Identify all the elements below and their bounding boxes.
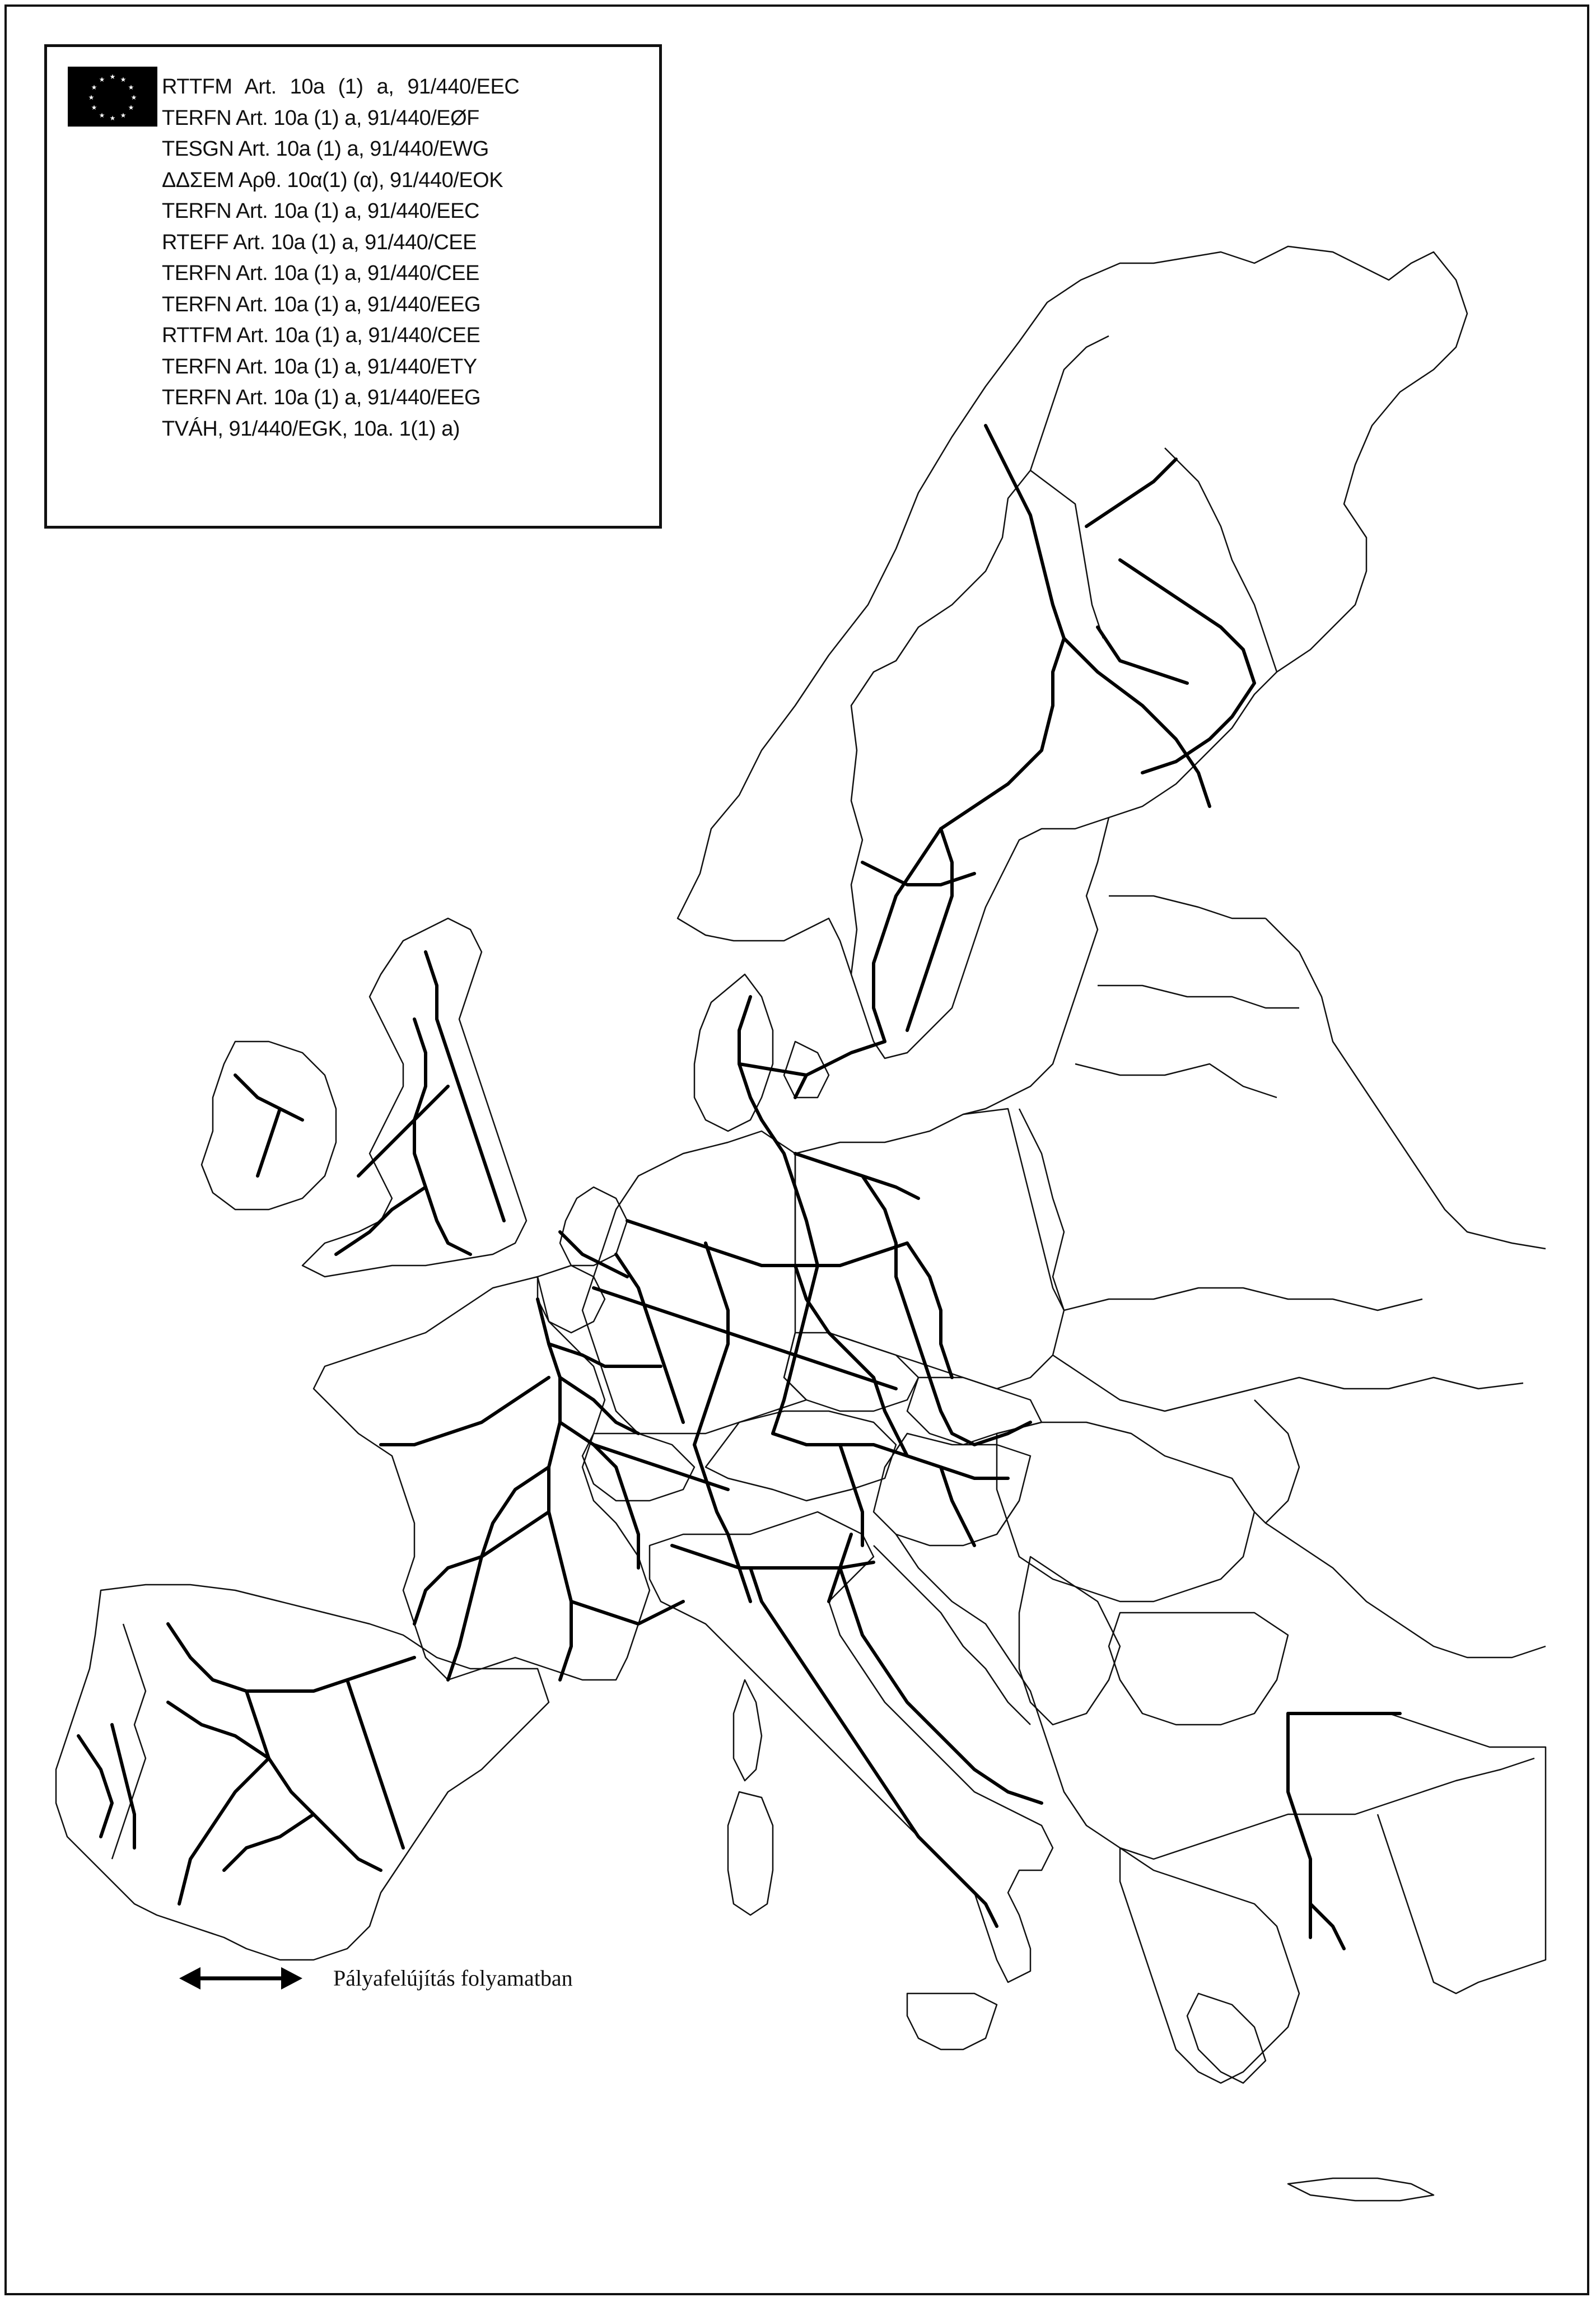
- rail-line: [773, 1434, 1008, 1478]
- svg-text:★: ★: [120, 76, 127, 83]
- svg-text:★: ★: [120, 111, 127, 119]
- svg-text:★: ★: [109, 73, 116, 81]
- legend-entry: TERFN Art. 10a (1) a, 91/440/ETY: [162, 354, 477, 379]
- rail-line: [941, 638, 1064, 829]
- romania-outline: [997, 1422, 1254, 1601]
- svg-text:★: ★: [128, 104, 134, 111]
- rail-line: [627, 1221, 907, 1266]
- legend-entry: RTTFM Art. 10a (1) a, 91/440/CEE: [162, 324, 480, 347]
- poland-belarus-border: [1019, 1109, 1064, 1310]
- belarus-ukraine-border: [1064, 1288, 1422, 1310]
- rail-line: [224, 1814, 314, 1870]
- lithuania-belarus-border: [1075, 1064, 1277, 1098]
- rail-line: [1310, 1904, 1344, 1949]
- turkey-coast: [1378, 1713, 1546, 1993]
- rail-line: [930, 1378, 1030, 1445]
- rail-line: [414, 1019, 470, 1254]
- rail-line: [941, 1467, 974, 1545]
- rail-line: [235, 1075, 302, 1120]
- great-britain-outline: [302, 918, 526, 1277]
- latvia-lithuania-border: [1098, 986, 1299, 1008]
- baltics-outline: [963, 818, 1109, 1114]
- rail-line: [112, 1725, 134, 1848]
- switzerland-outline: [582, 1434, 694, 1501]
- svg-text:★: ★: [88, 94, 95, 101]
- eu-flag-icon: [68, 67, 157, 127]
- sardinia-outline: [728, 1792, 773, 1915]
- rail-line: [538, 1299, 571, 1680]
- rail-line: [694, 1243, 728, 1445]
- crete-outline: [1288, 2178, 1434, 2201]
- czech-outline: [784, 1333, 918, 1411]
- rail-line: [414, 1512, 549, 1624]
- rail-line: [616, 1254, 683, 1422]
- legend-entry: TERFN Art. 10a (1) a, 91/440/CEE: [162, 262, 479, 285]
- serbia-outline: [1019, 1557, 1120, 1725]
- rail-network: [78, 426, 1400, 1949]
- sicily-outline: [907, 1993, 997, 2049]
- zealand-outline: [784, 1042, 829, 1098]
- legend-entry: TERFN Art. 10a (1) a, 91/440/EEG: [162, 292, 481, 316]
- rail-line: [560, 1422, 638, 1568]
- germany-outline: [582, 1131, 806, 1434]
- svg-text:★: ★: [99, 111, 105, 119]
- double-arrow-icon: [179, 1962, 302, 1995]
- black-sea-coast: [1266, 1523, 1546, 1657]
- svg-text:★: ★: [99, 76, 105, 83]
- legend-entry: RTTFM Art. 10a (1) a, 91/440/EEC: [162, 75, 520, 99]
- norway-sweden-border: [851, 336, 1109, 974]
- scandinavia-outline: [678, 246, 1467, 1058]
- country-outlines: [56, 246, 1546, 2201]
- rail-line: [336, 1187, 426, 1254]
- hungary-outline: [874, 1434, 1030, 1545]
- rail-line: [448, 1467, 549, 1680]
- rail-line: [78, 1736, 112, 1837]
- legend-entry: TERFN Art. 10a (1) a, 91/440/EØF: [162, 106, 479, 130]
- russia-belarus-border: [1266, 918, 1546, 1249]
- rail-line: [1098, 627, 1187, 683]
- rail-line: [874, 829, 941, 1042]
- rail-line: [840, 1568, 1042, 1803]
- balkans-outline: [896, 1534, 1534, 1859]
- svg-text:★: ★: [130, 94, 137, 101]
- france-outline: [314, 1277, 650, 1680]
- greece-outline: [1120, 1848, 1299, 2083]
- rail-line: [594, 1288, 896, 1389]
- svg-text:★: ★: [91, 83, 97, 91]
- rail-line: [347, 1680, 403, 1848]
- rail-line: [750, 1568, 997, 1926]
- corsica-outline: [734, 1680, 762, 1781]
- rail-line: [840, 1445, 862, 1545]
- svg-text:★: ★: [128, 83, 134, 91]
- denmark-outline: [694, 974, 773, 1131]
- legend-entry: ΔΔΣΕΜ Αρθ. 10α(1) (α), 91/440/EOK: [162, 168, 503, 192]
- belgium-outline: [538, 1266, 605, 1333]
- renewal-legend: [179, 1957, 672, 2002]
- bulgaria-outline: [1109, 1613, 1288, 1725]
- rail-line: [1086, 459, 1176, 526]
- svg-text:★: ★: [109, 114, 116, 122]
- rail-line: [986, 426, 1064, 638]
- rail-line: [907, 829, 952, 1030]
- rail-line: [739, 997, 762, 1120]
- italy-outline: [650, 1512, 1053, 1982]
- rail-line: [358, 1086, 448, 1176]
- legend-entries: [162, 72, 519, 445]
- legend-entry: TERFN Art. 10a (1) a, 91/440/EEC: [162, 199, 479, 223]
- svg-text:★: ★: [91, 104, 97, 111]
- legend-entry: TERFN Art. 10a (1) a, 91/440/EEG: [162, 386, 481, 409]
- rail-line: [907, 1243, 952, 1378]
- ireland-outline: [202, 1042, 336, 1210]
- rail-line: [549, 1344, 661, 1366]
- rail-line: [862, 862, 974, 885]
- poland-outline: [795, 1109, 1064, 1389]
- rail-line: [874, 1378, 907, 1456]
- iberia-outline: [56, 1585, 549, 1960]
- rail-line: [762, 1120, 818, 1434]
- estonia-latvia-border: [1109, 896, 1266, 918]
- legend-entry: TVÁH, 91/440/EGK, 10a. 1(1) a): [162, 417, 460, 441]
- rail-line: [795, 1042, 885, 1098]
- rail-line: [179, 1758, 269, 1904]
- rail-line: [168, 1624, 414, 1691]
- legend-box: [44, 44, 662, 529]
- slovakia-outline: [907, 1378, 1042, 1445]
- legend-entry: TESGN Art. 10a (1) a, 91/440/EWG: [162, 137, 489, 161]
- renewal-label: Pályafelújítás folyamatban: [333, 1965, 573, 1991]
- rail-line: [560, 1378, 638, 1434]
- finland-russia-border: [1165, 448, 1277, 672]
- peloponnese-outline: [1187, 1993, 1266, 2083]
- rail-line: [258, 1109, 280, 1176]
- rail-line: [1064, 638, 1210, 806]
- legend-entry: RTEFF Art. 10a (1) a, 91/440/CEE: [162, 230, 477, 254]
- rail-line: [381, 1378, 549, 1445]
- moldova-outline: [1254, 1400, 1299, 1523]
- rail-line: [1288, 1713, 1310, 1937]
- ukraine-southwest-border: [1053, 1355, 1523, 1411]
- croatia-coast: [874, 1545, 1030, 1725]
- rail-line: [795, 1154, 918, 1198]
- rail-line: [426, 952, 504, 1221]
